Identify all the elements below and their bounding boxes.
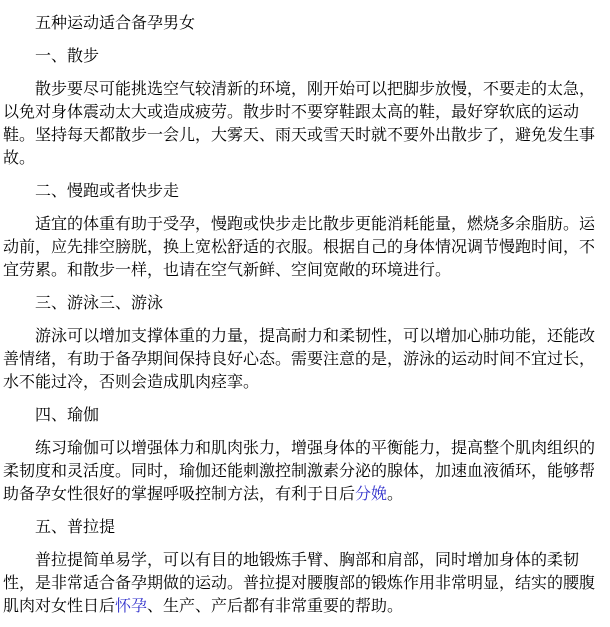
paragraph-text: 适宜的体重有助于受孕，慢跑或快步走比散步更能消耗能量，燃烧多余脂肪。运动前，应先排空膀胱，换上宽松舒适的衣服。根据自己的身体情况调节慢跑时间，不宜劳累。和散步一样，也请在空气新鲜、空间宽敞的环境进行。 [3, 214, 596, 279]
article-title: 五种运动适合备孕男女 [35, 13, 196, 32]
section-heading: 四、瑜伽 [35, 405, 100, 424]
paragraph-text: 。 [387, 484, 404, 503]
paragraph-text: 散步要尽可能挑选空气较清新的环境，刚开始可以把脚步放慢，不要走的太急，以免对身体震动太大或造成疲劳。散步时不要穿鞋跟太高的鞋，最好穿软底的运动鞋。坚持每天都散步一会儿，大雾天、雨天或雪天时就不要外出散步了，避免发生事故。 [3, 79, 596, 167]
sections-container [3, 44, 608, 617]
section-paragraph [3, 548, 608, 617]
section-heading: 三、游泳三、游泳 [35, 293, 164, 312]
section-paragraph [3, 77, 608, 169]
paragraph-text: 普拉提简单易学，可以有目的地锻炼手臂、胸部和肩部，同时增加身体的柔韧性，是非常适合备孕期做的运动。普拉提对腰腹部的锻炼作用非常明显，结实的腰腹肌肉对女性日后 [3, 550, 596, 615]
section-paragraph [3, 212, 608, 281]
section-heading: 五、普拉提 [35, 517, 116, 536]
paragraph-text: 游泳可以增加支撑体重的力量，提高耐力和柔韧性，可以增加心肺功能，还能改善情绪，有助于备孕期间保持良好心态。需要注意的是，游泳的运动时间不宜过长，水不能过冷，否则会造成肌肉痉挛。 [3, 326, 596, 391]
inline-link[interactable]: 分娩 [355, 484, 388, 503]
section-paragraph [3, 324, 608, 393]
paragraph-text: 练习瑜伽可以增强体力和肌肉张力，增强身体的平衡能力，提高整个肌肉组织的柔韧度和灵活度。同时，瑜伽还能刺激控制激素分泌的腺体，加速血液循环，能够帮助备孕女性很好的掌握呼吸控制方法，有利于日后 [3, 438, 596, 503]
inline-link[interactable]: 怀孕 [115, 596, 148, 615]
section-heading: 二、慢跑或者快步走 [35, 181, 180, 200]
section-heading: 一、散步 [35, 46, 100, 65]
paragraph-text: 、生产、产后都有非常重要的帮助。 [147, 596, 404, 615]
section-paragraph [3, 436, 608, 505]
